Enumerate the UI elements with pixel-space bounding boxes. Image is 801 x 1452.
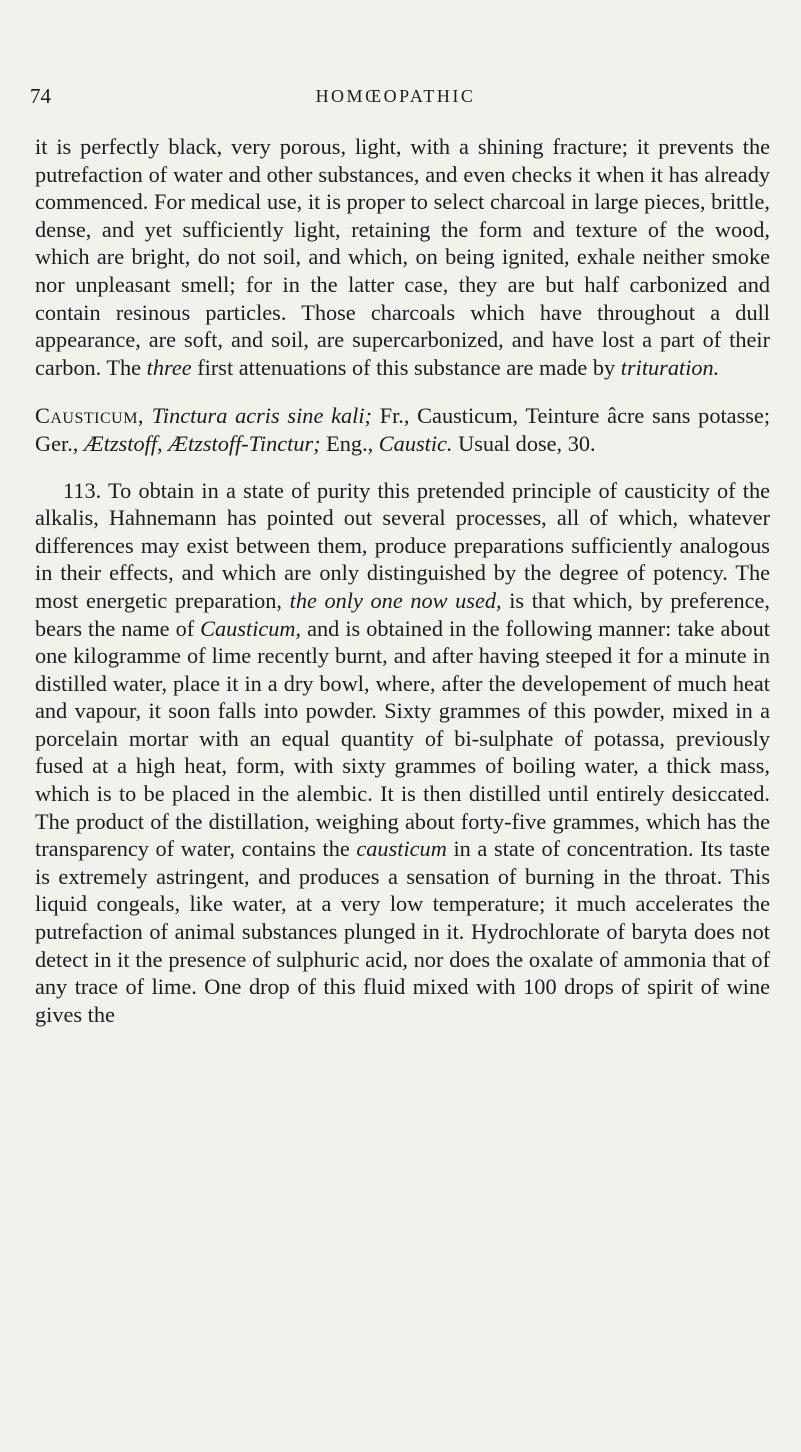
- text-run: in a state of concentration. Its taste is extremely astringent, and produces a sensation of burning in the throat. This liquid congeals, like water, at a very low temperature; it much accelerates the putrefaction of animal substances plunged in it. Hydrochlorate of baryta does not detect in it the presence of sulphuric acid, nor does the oxalate of ammonia that of any trace of lime. One drop of this fluid mixed with 100 drops of spirit of wine gives the: [35, 836, 770, 1027]
- text-run: is that which, by preference, bears the name of: [35, 587, 770, 641]
- running-head: [30, 84, 761, 114]
- text-run: 113. To obtain in a state of purity this pretended principle of causticity of the alkalis, Hahnemann has pointed out several processes, all of which, whatever differences may exist between them, produce preparations sufficiently analogous in their effects, and which are only distinguished by the degree of potency. The most energetic preparation,: [35, 477, 770, 613]
- body-text: [35, 133, 770, 1028]
- running-title: HOMŒOPATHIC: [315, 86, 476, 106]
- section-113: [35, 477, 770, 1029]
- german-name: Ætzstoff, Ætzstoff-Tinctur;: [83, 430, 321, 456]
- page-number: 74: [30, 84, 51, 108]
- text-run: first attenuations of this substance are made by: [191, 354, 621, 380]
- italic-run: trituration.: [620, 354, 720, 380]
- italic-run: Causticum,: [200, 615, 302, 641]
- english-name: Caustic.: [378, 430, 453, 456]
- italic-run: three: [146, 354, 192, 380]
- text-run: it is perfectly black, very porous, light, with a shining fracture; it prevents the putrefaction of water and other substances, and even checks it when it has already commenced. For medical use, it is proper to select charcoal in large pieces, brittle, dense, and yet sufficiently light, retaining the form and texture of the wood, which are bright, do not soil, and which, on being ignited, exhale neither smoke nor unpleasant smell; for in the latter case, they are but half carbonized and contain resinous particles. Those charcoals which have throughout a dull appearance, are soft, and soil, are supercarbonized, and have lost a part of their carbon. The: [35, 134, 770, 380]
- text-run: Fr., Causticum, Teinture âcre sans potasse; Ger.,: [35, 403, 771, 456]
- italic-run: the only one now used,: [289, 587, 502, 613]
- text-run: Usual dose, 30.: [452, 430, 596, 456]
- italic-run: causticum: [356, 836, 447, 862]
- text-run: Eng.,: [320, 430, 379, 456]
- entry-heading: Causticum,: [35, 403, 145, 429]
- text-run: and is obtained in the following manner: take about one kilogramme of lime recently burnt, and after having steeped it for a minute in distilled water, place it in a dry bowl, where, after the developement of much heat and vapour, it soon falls into powder. Sixty grammes of this powder, mixed in a porcelain mortar with an equal quantity of bi-sulphate of potassa, previously fused at a high heat, form, with sixty grammes of boiling water, a thick mass, which is to be placed in the alembic. It is then distilled until entirely desiccated. The product of the distillation, weighing about forty-five grammes, which has the transparency of water, contains the: [35, 615, 770, 862]
- paragraph-charcoal: [35, 133, 770, 381]
- entry-causticum: [35, 402, 770, 457]
- latin-name: Tinctura acris sine kali;: [151, 403, 372, 429]
